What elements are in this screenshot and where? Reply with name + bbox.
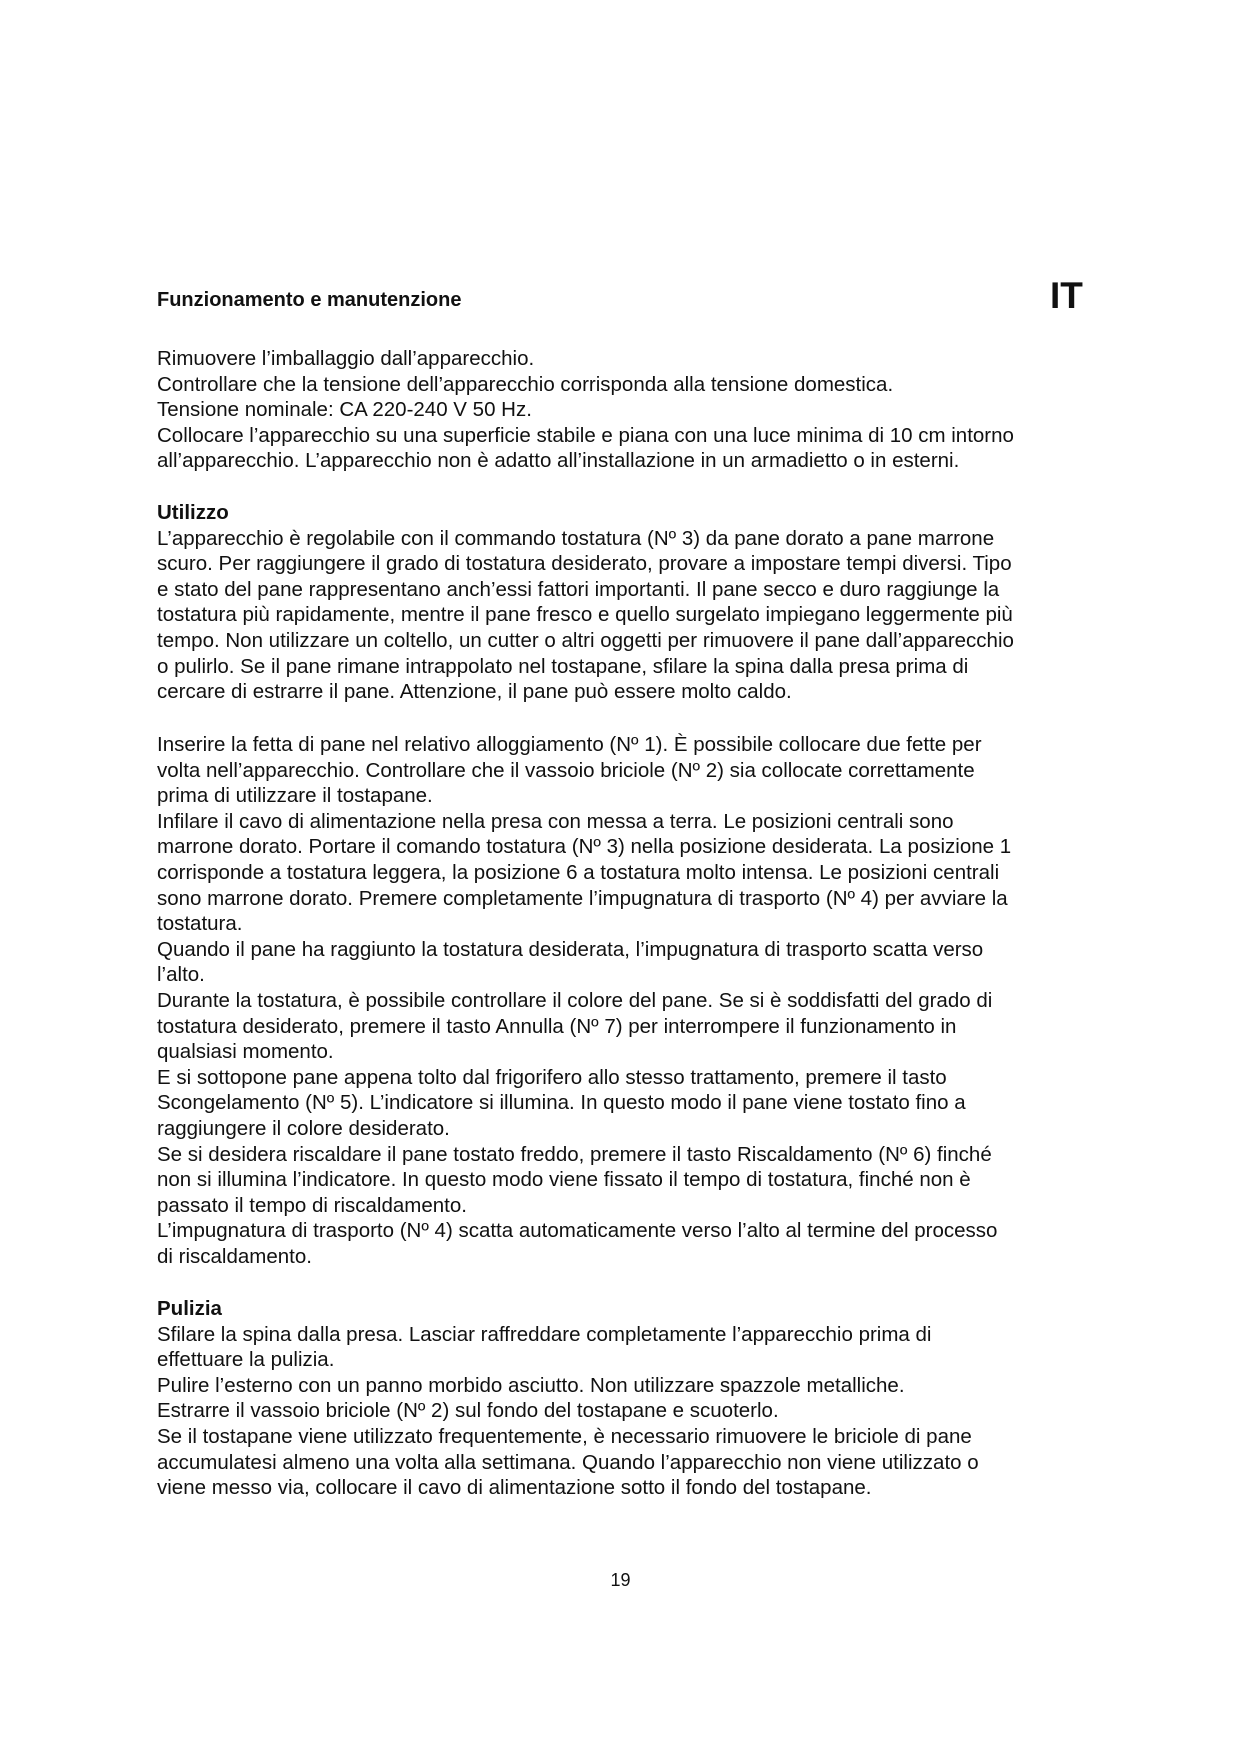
text-line: l’alto. <box>157 963 205 987</box>
text-line: o pulirlo. Se il pane rimane intrappolato nel tostapane, sfilare la spina dalla presa prima di <box>157 654 969 678</box>
text-line: Se il tostapane viene utilizzato frequentemente, è necessario rimuovere le briciole di pane <box>157 1424 972 1448</box>
text-line: cercare di estrarre il pane. Attenzione, il pane può essere molto caldo. <box>157 680 792 704</box>
text-line: all’apparecchio. L’apparecchio non è adatto all’installazione in un armadietto o in esterni. <box>157 449 960 473</box>
text-line: Quando il pane ha raggiunto la tostatura desiderata, l’impugnatura di trasporto scatta verso <box>157 937 984 961</box>
text-line: sono marrone dorato. Premere completamente l’impugnatura di trasporto (Nº 4) per avviare la <box>157 886 1008 910</box>
pulizia-section <box>157 1296 1097 1501</box>
section-heading-utilizzo: Utilizzo <box>157 501 229 524</box>
page-number: 19 <box>610 1570 631 1590</box>
text-line: prima di utilizzare il tostapane. <box>157 784 433 808</box>
text-line: tostatura più rapidamente, mentre il pane fresco e quello surgelato impiegano leggermente più <box>157 603 1013 627</box>
text-line: tostatura. <box>157 912 243 936</box>
text-line: accumulatesi almeno una volta alla settimana. Quando l’apparecchio non viene utilizzato o <box>157 1450 979 1474</box>
text-line: Sfilare la spina dalla presa. Lasciar raffreddare completamente l’apparecchio prima di <box>157 1322 932 1346</box>
utilizzo-section <box>157 500 1097 705</box>
text-line: Tensione nominale: CA 220-240 V 50 Hz. <box>157 398 532 422</box>
text-line: tempo. Non utilizzare un coltello, un cutter o altri oggetti per rimuovere il pane dall’apparecchio <box>157 628 1014 652</box>
text-line: marrone dorato. Portare il comando tostatura (Nº 3) nella posizione desiderata. La posizione 1 <box>157 835 1012 859</box>
text-line: Pulire l’esterno con un panno morbido asciutto. Non utilizzare spazzole metalliche. <box>157 1373 905 1397</box>
utilizzo-paragraph-2 <box>157 732 1097 1269</box>
text-line: qualsiasi momento. <box>157 1040 334 1064</box>
text-line: Collocare l’apparecchio su una superficie stabile e piana con una luce minima di 10 cm intorno <box>157 423 1014 447</box>
text-line: Durante la tostatura, è possibile controllare il colore del pane. Se si è soddisfatti del grado di <box>157 988 993 1012</box>
page-title: Funzionamento e manutenzione <box>157 289 462 311</box>
text-line: Scongelamento (Nº 5). L’indicatore si illumina. In questo modo il pane viene tostato fino a <box>157 1091 966 1115</box>
text-line: Rimuovere l’imballaggio dall’apparecchio. <box>157 347 535 370</box>
text-line: E si sottopone pane appena tolto dal frigorifero allo stesso trattamento, premere il tasto <box>157 1065 947 1089</box>
text-line: raggiungere il colore desiderato. <box>157 1116 450 1140</box>
text-line: viene messo via, collocare il cavo di alimentazione sotto il fondo del tostapane. <box>157 1476 872 1500</box>
text-line: scuro. Per raggiungere il grado di tostatura desiderato, provare a impostare tempi diversi. Tipo <box>157 552 1012 576</box>
text-line: Controllare che la tensione dell’apparecchio corrisponda alla tensione domestica. <box>157 372 894 396</box>
text-line: e stato del pane rappresentano anch’essi fattori importanti. Il pane secco e duro raggiunge la <box>157 577 1000 601</box>
text-line: tostatura desiderato, premere il tasto Annulla (Nº 7) per interrompere il funzionamento in <box>157 1014 957 1038</box>
intro-block <box>157 346 1097 474</box>
text-line: Estrarre il vassoio briciole (Nº 2) sul fondo del tostapane e scuoterlo. <box>157 1399 779 1423</box>
text-line: non si illumina l’indicatore. In questo modo viene fissato il tempo di tostatura, finché non è <box>157 1168 971 1192</box>
text-line: Inserire la fetta di pane nel relativo alloggiamento (Nº 1). È possibile collocare due fette per <box>157 733 982 756</box>
text-line: effettuare la pulizia. <box>157 1348 335 1372</box>
text-line: Infilare il cavo di alimentazione nella presa con messa a terra. Le posizioni centrali sono <box>157 809 954 833</box>
text-line: passato il tempo di riscaldamento. <box>157 1193 467 1217</box>
text-line: corrisponde a tostatura leggera, la posizione 6 a tostatura molto intensa. Le posizioni centrali <box>157 860 1000 884</box>
language-code: IT <box>1050 275 1083 316</box>
text-line: di riscaldamento. <box>157 1244 312 1268</box>
text-line: L’apparecchio è regolabile con il commando tostatura (Nº 3) da pane dorato a pane marrone <box>157 526 995 550</box>
section-heading-pulizia: Pulizia <box>157 1297 222 1320</box>
text-line: Se si desidera riscaldare il pane tostato freddo, premere il tasto Riscaldamento (Nº 6) finché <box>157 1142 992 1166</box>
text-line: volta nell’apparecchio. Controllare che il vassoio briciole (Nº 2) sia collocate correttamente <box>157 758 975 782</box>
text-line: L’impugnatura di trasporto (Nº 4) scatta automaticamente verso l’alto al termine del processo <box>157 1219 998 1243</box>
